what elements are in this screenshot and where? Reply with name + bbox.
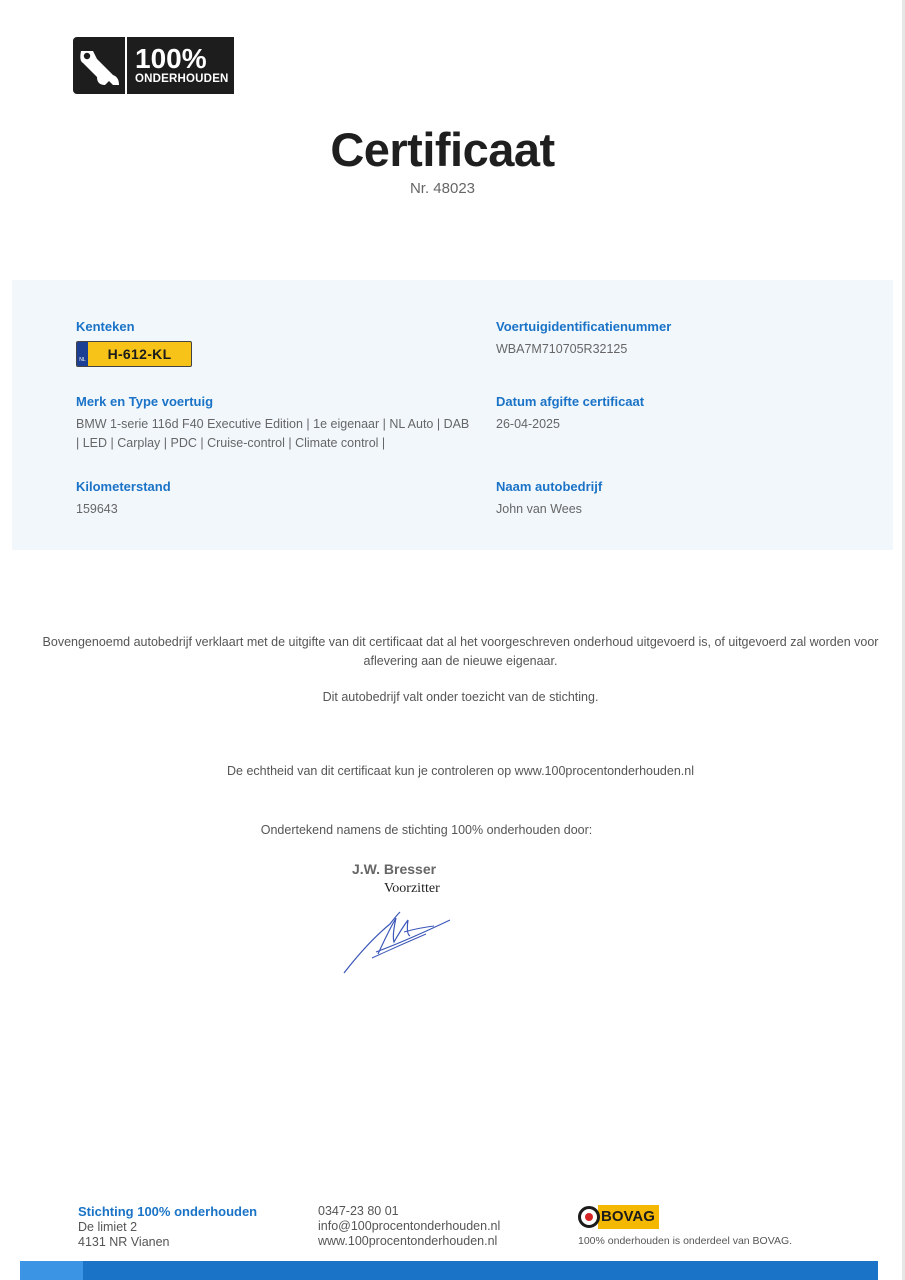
vin-label: Voertuigidentificatienummer — [496, 319, 672, 334]
eu-flag-icon: NL — [77, 342, 88, 366]
vin-value: WBA7M710705R32125 — [496, 342, 628, 356]
wrench-logo-icon — [73, 37, 125, 94]
supervision-text: Dit autobedrijf valt onder toezicht van de stichting. — [322, 690, 599, 704]
kenteken-label: Kenteken — [76, 319, 135, 334]
footer-bar-accent — [20, 1261, 83, 1280]
footer-web-link[interactable]: www.100procentonderhouden.nl — [318, 1234, 498, 1248]
footer-city: 4131 NR Vianen — [78, 1235, 170, 1249]
autobedrijf-value: John van Wees — [496, 502, 582, 516]
signer-name: J.W. Bresser — [352, 861, 437, 877]
page-title: Certificaat — [330, 123, 555, 176]
logo-word: ONDERHOUDEN — [135, 72, 229, 85]
signer-role: Voorzitter — [384, 881, 440, 896]
datum-value: 26-04-2025 — [496, 417, 560, 431]
signed-by-text: Ondertekend namens de stichting 100% onderhouden door: — [260, 823, 593, 837]
verify-text: De echtheid van dit certificaat kun je controleren op www.100procentonderhouden.nl — [227, 764, 694, 778]
merk-type-line-2: | LED | Carplay | PDC | Cruise-control | Climate control | — [76, 436, 386, 450]
statement-line-1: Bovengenoemd autobedrijf verklaart met de uitgifte van dit certificaat dat al het voorgeschreven onderhoud uitgevoerd is, of uitgevoerd zal worden voor — [42, 635, 879, 649]
datum-label: Datum afgifte certificaat — [496, 394, 645, 409]
autobedrijf-label: Naam autobedrijf — [496, 479, 603, 494]
bovag-logo — [578, 1204, 659, 1230]
signature-icon — [338, 902, 458, 977]
bovag-note: 100% onderhouden is onderdeel van BOVAG. — [578, 1235, 793, 1247]
merk-type-value — [76, 415, 486, 453]
license-plate-number: H-612-KL — [107, 346, 172, 362]
logo-percentage: 100% — [135, 42, 207, 74]
footer-org-name: Stichting 100% onderhouden — [78, 1204, 258, 1219]
footer-bar — [20, 1261, 878, 1280]
license-plate — [76, 341, 192, 367]
footer-phone: 0347-23 80 01 — [318, 1204, 399, 1218]
bovag-emblem-icon — [578, 1206, 600, 1228]
footer-email-link[interactable]: info@100procentonderhouden.nl — [318, 1219, 501, 1233]
kilometerstand-value: 159643 — [76, 502, 118, 516]
certificate-number: Nr. 48023 — [409, 180, 476, 197]
kilometerstand-label: Kilometerstand — [76, 479, 171, 494]
statement-paragraph — [0, 633, 905, 671]
merk-type-label: Merk en Type voertuig — [76, 394, 214, 409]
footer-street: De limiet 2 — [78, 1220, 138, 1234]
vehicle-details-panel — [12, 280, 893, 550]
brand-logo — [73, 37, 234, 94]
merk-type-line-1: BMW 1-serie 116d F40 Executive Edition | 1e eigenaar | NL Auto | DAB — [76, 417, 470, 431]
bovag-wordmark: BOVAG — [598, 1205, 659, 1229]
statement-line-2: aflevering aan de nieuwe eigenaar. — [363, 654, 558, 668]
